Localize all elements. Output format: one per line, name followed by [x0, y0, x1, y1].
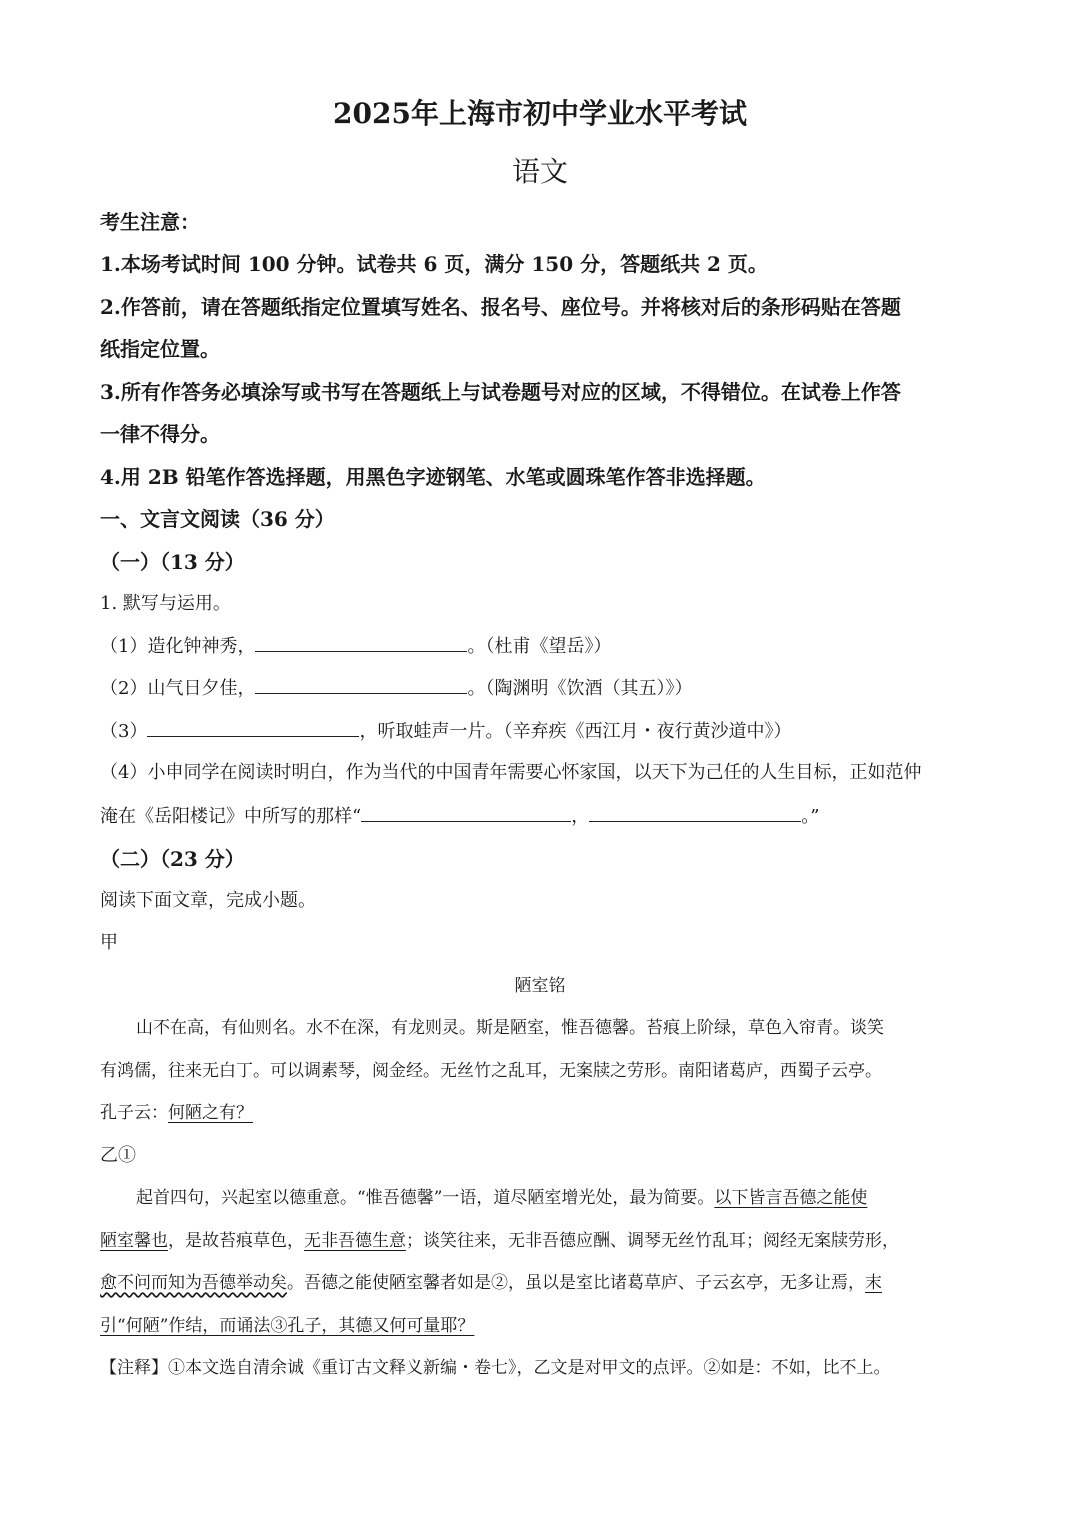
passage-yi-text: 起首四句，兴起室以德重意。“惟吾德馨”一语，道尽陋室增光处，最为简要。 — [136, 1188, 715, 1208]
notice-item: 2.作答前，请在答题纸指定位置填写姓名、报名号、座位号。并将核对后的条形码贴在答题 — [100, 295, 901, 319]
question-1-4-end: 。” — [801, 806, 820, 827]
passage-yi-text: ；谈笑往来，无非吾德应酬、调琴无丝竹乱耳；阅经无案牍劳形， — [406, 1231, 899, 1251]
notice-item: 纸指定位置。 — [100, 337, 220, 361]
question-1-2 — [100, 673, 692, 700]
notice-item: 3.所有作答务必填涂写或书写在答题纸上与试卷题号对应的区域，不得错位。在试卷上作答 — [100, 380, 901, 404]
answer-blank[interactable] — [255, 673, 467, 694]
part-heading: （二）（23 分） — [100, 847, 245, 871]
notice-item: 4.用 2B 铅笔作答选择题，用黑色字迹钢笔、水笔或圆珠笔作答非选择题。 — [100, 465, 766, 489]
answer-blank[interactable] — [361, 801, 571, 822]
passage-jia-line — [100, 1098, 253, 1123]
passage-jia-text: 孔子云： — [100, 1103, 168, 1123]
passage-yi-text: ，是故苔痕草色， — [168, 1231, 304, 1251]
notice-heading: 考生注意： — [100, 210, 200, 234]
reading-intro: 阅读下面文章，完成小题。 — [100, 890, 316, 911]
passage-jia-line: 山不在高，有仙则名。水不在深，有龙则灵。斯是陋室，惟吾德馨。苔痕上阶绿，草色入帘青。谈笑 — [136, 1018, 884, 1038]
wavy-underlined-sentence: 愈不问而知为吾德举动矣 — [100, 1273, 287, 1293]
question-1-2-prefix: （2）山气日夕佳， — [100, 678, 256, 699]
underlined-sentence: 以下皆言吾德之能使 — [714, 1188, 868, 1208]
question-1-4-line1: （4）小申同学在阅读时明白，作为当代的中国青年需要心怀家国，以天下为己任的人生目标，正如范仲 — [100, 762, 922, 783]
underlined-sentence: 末 — [865, 1273, 882, 1293]
underlined-sentence: 陋室馨也 — [100, 1231, 168, 1251]
question-1-4-line2 — [100, 801, 819, 828]
answer-blank[interactable] — [589, 801, 801, 822]
passage-yi-text: 。吾德之能使陋室馨者如是②，虽以是室比诸葛草庐、子云玄亭，无多让焉， — [287, 1273, 865, 1293]
question-1-1-source: 。（杜甫《望岳》） — [467, 636, 612, 657]
answer-blank[interactable] — [255, 631, 467, 652]
passage-label-yi: 乙① — [100, 1145, 136, 1166]
underlined-sentence: 引“何陋”作结，而诵法③孔子，其德又何可量耶？ — [100, 1316, 475, 1336]
section-heading: 一、文言文阅读（36 分） — [100, 507, 335, 531]
passage-yi-line — [100, 1268, 882, 1293]
exam-title: 2025年上海市初中学业水平考试 — [333, 97, 747, 130]
answer-blank[interactable] — [147, 716, 359, 737]
part-heading: （一）（13 分） — [100, 550, 245, 574]
passage-jia-line: 有鸿儒，往来无白丁。可以调素琴，阅金经。无丝竹之乱耳，无案牍之劳形。南阳诸葛庐，西蜀子云亭。 — [100, 1061, 882, 1081]
annotation-note: 【注释】①本文选自清余诚《重订古文释义新编・卷七》，乙文是对甲文的点评。②如是：不如，比不上。 — [100, 1358, 891, 1378]
subject-title: 语文 — [511, 155, 568, 188]
question-1-4-prefix: 淹在《岳阳楼记》中所写的那样“ — [100, 806, 362, 827]
passage-yi-line — [100, 1311, 474, 1336]
underlined-phrase: 无非吾德生意 — [304, 1231, 406, 1251]
question-1-1-prefix: （1）造化钟神秀， — [100, 636, 256, 657]
passage-yi-line — [136, 1183, 867, 1208]
notice-item: 一律不得分。 — [100, 422, 220, 446]
question-1-1 — [100, 631, 611, 658]
question-1-4-separator: ， — [571, 806, 590, 827]
passage-label-jia: 甲 — [100, 932, 118, 953]
underlined-sentence: 何陋之有？ — [168, 1103, 253, 1123]
question-1-2-source: 。（陶渊明《饮酒（其五）》） — [467, 678, 693, 699]
question-1-3-prefix: （3） — [100, 721, 148, 742]
question-1-3 — [100, 716, 791, 743]
notice-item: 1.本场考试时间 100 分钟。试卷共 6 页，满分 150 分，答题纸共 2 页。 — [100, 252, 768, 276]
question-1-3-source: ，听取蛙声一片。（辛弃疾《西江月・夜行黄沙道中》） — [359, 721, 792, 742]
question-intro: 1. 默写与运用。 — [100, 593, 231, 614]
passage-yi-line — [100, 1226, 899, 1251]
passage-title: 陋室铭 — [514, 976, 566, 996]
